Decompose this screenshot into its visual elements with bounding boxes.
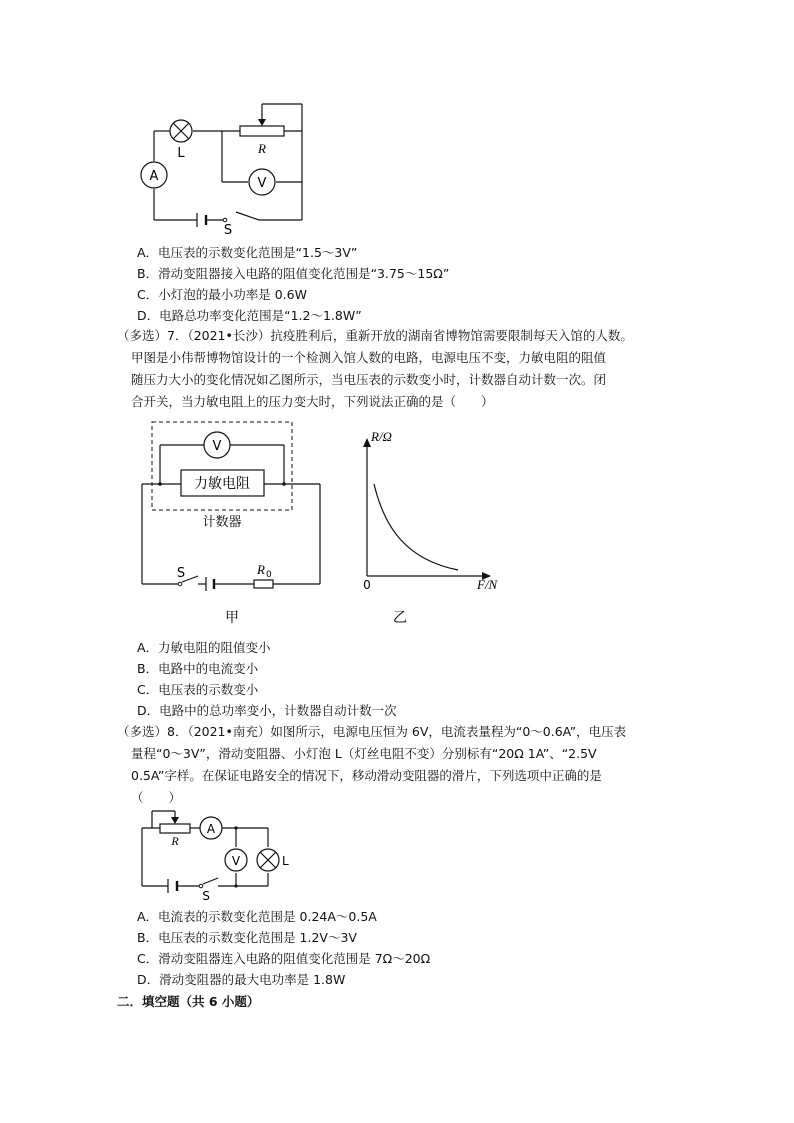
- q7-stem-line-4: 合开关，当力敏电阻上的压力变大时，下列说法正确的是（ ）: [131, 394, 494, 409]
- q8-rheostat-label: R: [171, 834, 179, 848]
- q8-stem-line-1: （多选）8．（2021•南充）如图所示，电源电压恒为 6V，电流表量程为“0～0.6A”，电压表: [117, 724, 627, 739]
- ammeter-label: A: [149, 169, 159, 184]
- q7-stem-line-3: 随压力大小的变化情况如乙图所示，当电压表的示数变小时，计数器自动计数一次。闭: [131, 372, 607, 387]
- q7-option-b: B．电路中的电流变小: [137, 661, 259, 676]
- yi-ylabel: R/Ω: [371, 429, 392, 444]
- switch-label: S: [223, 223, 233, 236]
- caption-jia: 甲: [225, 610, 239, 626]
- q8-stem-line-4: （ ）: [131, 790, 182, 805]
- q6-option-d: D．电路总功率变化范围是“1.2～1.8W”: [137, 308, 362, 323]
- voltmeter-label: V: [257, 176, 267, 191]
- q8-stem-line-3: 0.5A”字样。在保证电路安全的情况下，移动滑动变阻器的滑片，下列选项中正确的是: [131, 768, 602, 783]
- q8-lamp-symbol: [257, 849, 279, 871]
- q7-option-a: A．力敏电阻的阻值变小: [137, 640, 271, 655]
- q8-option-c: C．滑动变阻器连入电路的阻值变化范围是 7Ω～20Ω: [137, 951, 431, 966]
- q8-option-d: D．滑动变阻器的最大电功率是 1.8W: [137, 972, 346, 987]
- r0-label-main: R: [257, 562, 265, 577]
- q7-circuit-jia: [135, 418, 335, 628]
- yi-xlabel: F/N: [477, 577, 498, 592]
- q8-circuit-diagram: [135, 805, 295, 905]
- r0-label-sub: 0: [266, 570, 272, 580]
- q7-option-c: C．电压表的示数变小: [137, 682, 259, 697]
- jia-voltmeter-label: V: [212, 439, 222, 454]
- q8-stem-line-2: 量程“0～3V”，滑动变阻器、小灯泡 L（灯丝电阻不变）分别标有“20Ω 1A”、“2.5V: [131, 746, 597, 761]
- force-sensor-label: 力敏电阻: [194, 476, 250, 492]
- section-heading: 二．填空题（共 6 小题）: [117, 994, 260, 1009]
- q7-option-d: D．电路中的总功率变小，计数器自动计数一次: [137, 703, 397, 718]
- q7-graph-yi: [355, 425, 505, 630]
- q8-option-a: A．电流表的示数变化范围是 0.24A～0.5A: [137, 909, 377, 924]
- counter-label: 计数器: [202, 515, 242, 530]
- lamp-label: L: [177, 146, 185, 161]
- q6-option-c: C．小灯泡的最小功率是 0.6W: [137, 287, 307, 302]
- jia-switch-label: S: [176, 566, 186, 581]
- lamp-symbol: [170, 120, 192, 142]
- rheostat-label: R: [258, 141, 266, 156]
- yi-origin: 0: [363, 578, 371, 592]
- q7-stem-line-1: （多选）7．（2021•长沙）抗疫胜利后，重新开放的湖南省博物馆需要限制每天入馆的人数。: [117, 328, 633, 343]
- q6-option-a: A．电压表的示数变化范围是“1.5～3V”: [137, 245, 358, 260]
- q7-stem-line-2: 甲图是小伟帮博物馆设计的一个检测入馆人数的电路，电源电压不变，力敏电阻的阻值: [131, 350, 607, 365]
- q6-option-b: B．滑动变阻器接入电路的阻值变化范围是“3.75～15Ω”: [137, 266, 450, 281]
- caption-yi: 乙: [393, 610, 407, 626]
- q8-ammeter-label: A: [206, 822, 216, 836]
- q8-switch-label: S: [202, 889, 210, 903]
- q8-voltmeter-label: V: [231, 854, 241, 868]
- q6-circuit-diagram: [135, 98, 315, 236]
- q8-option-b: B．电压表的示数变化范围是 1.2V～3V: [137, 930, 357, 945]
- q8-lamp-label: L: [282, 854, 289, 868]
